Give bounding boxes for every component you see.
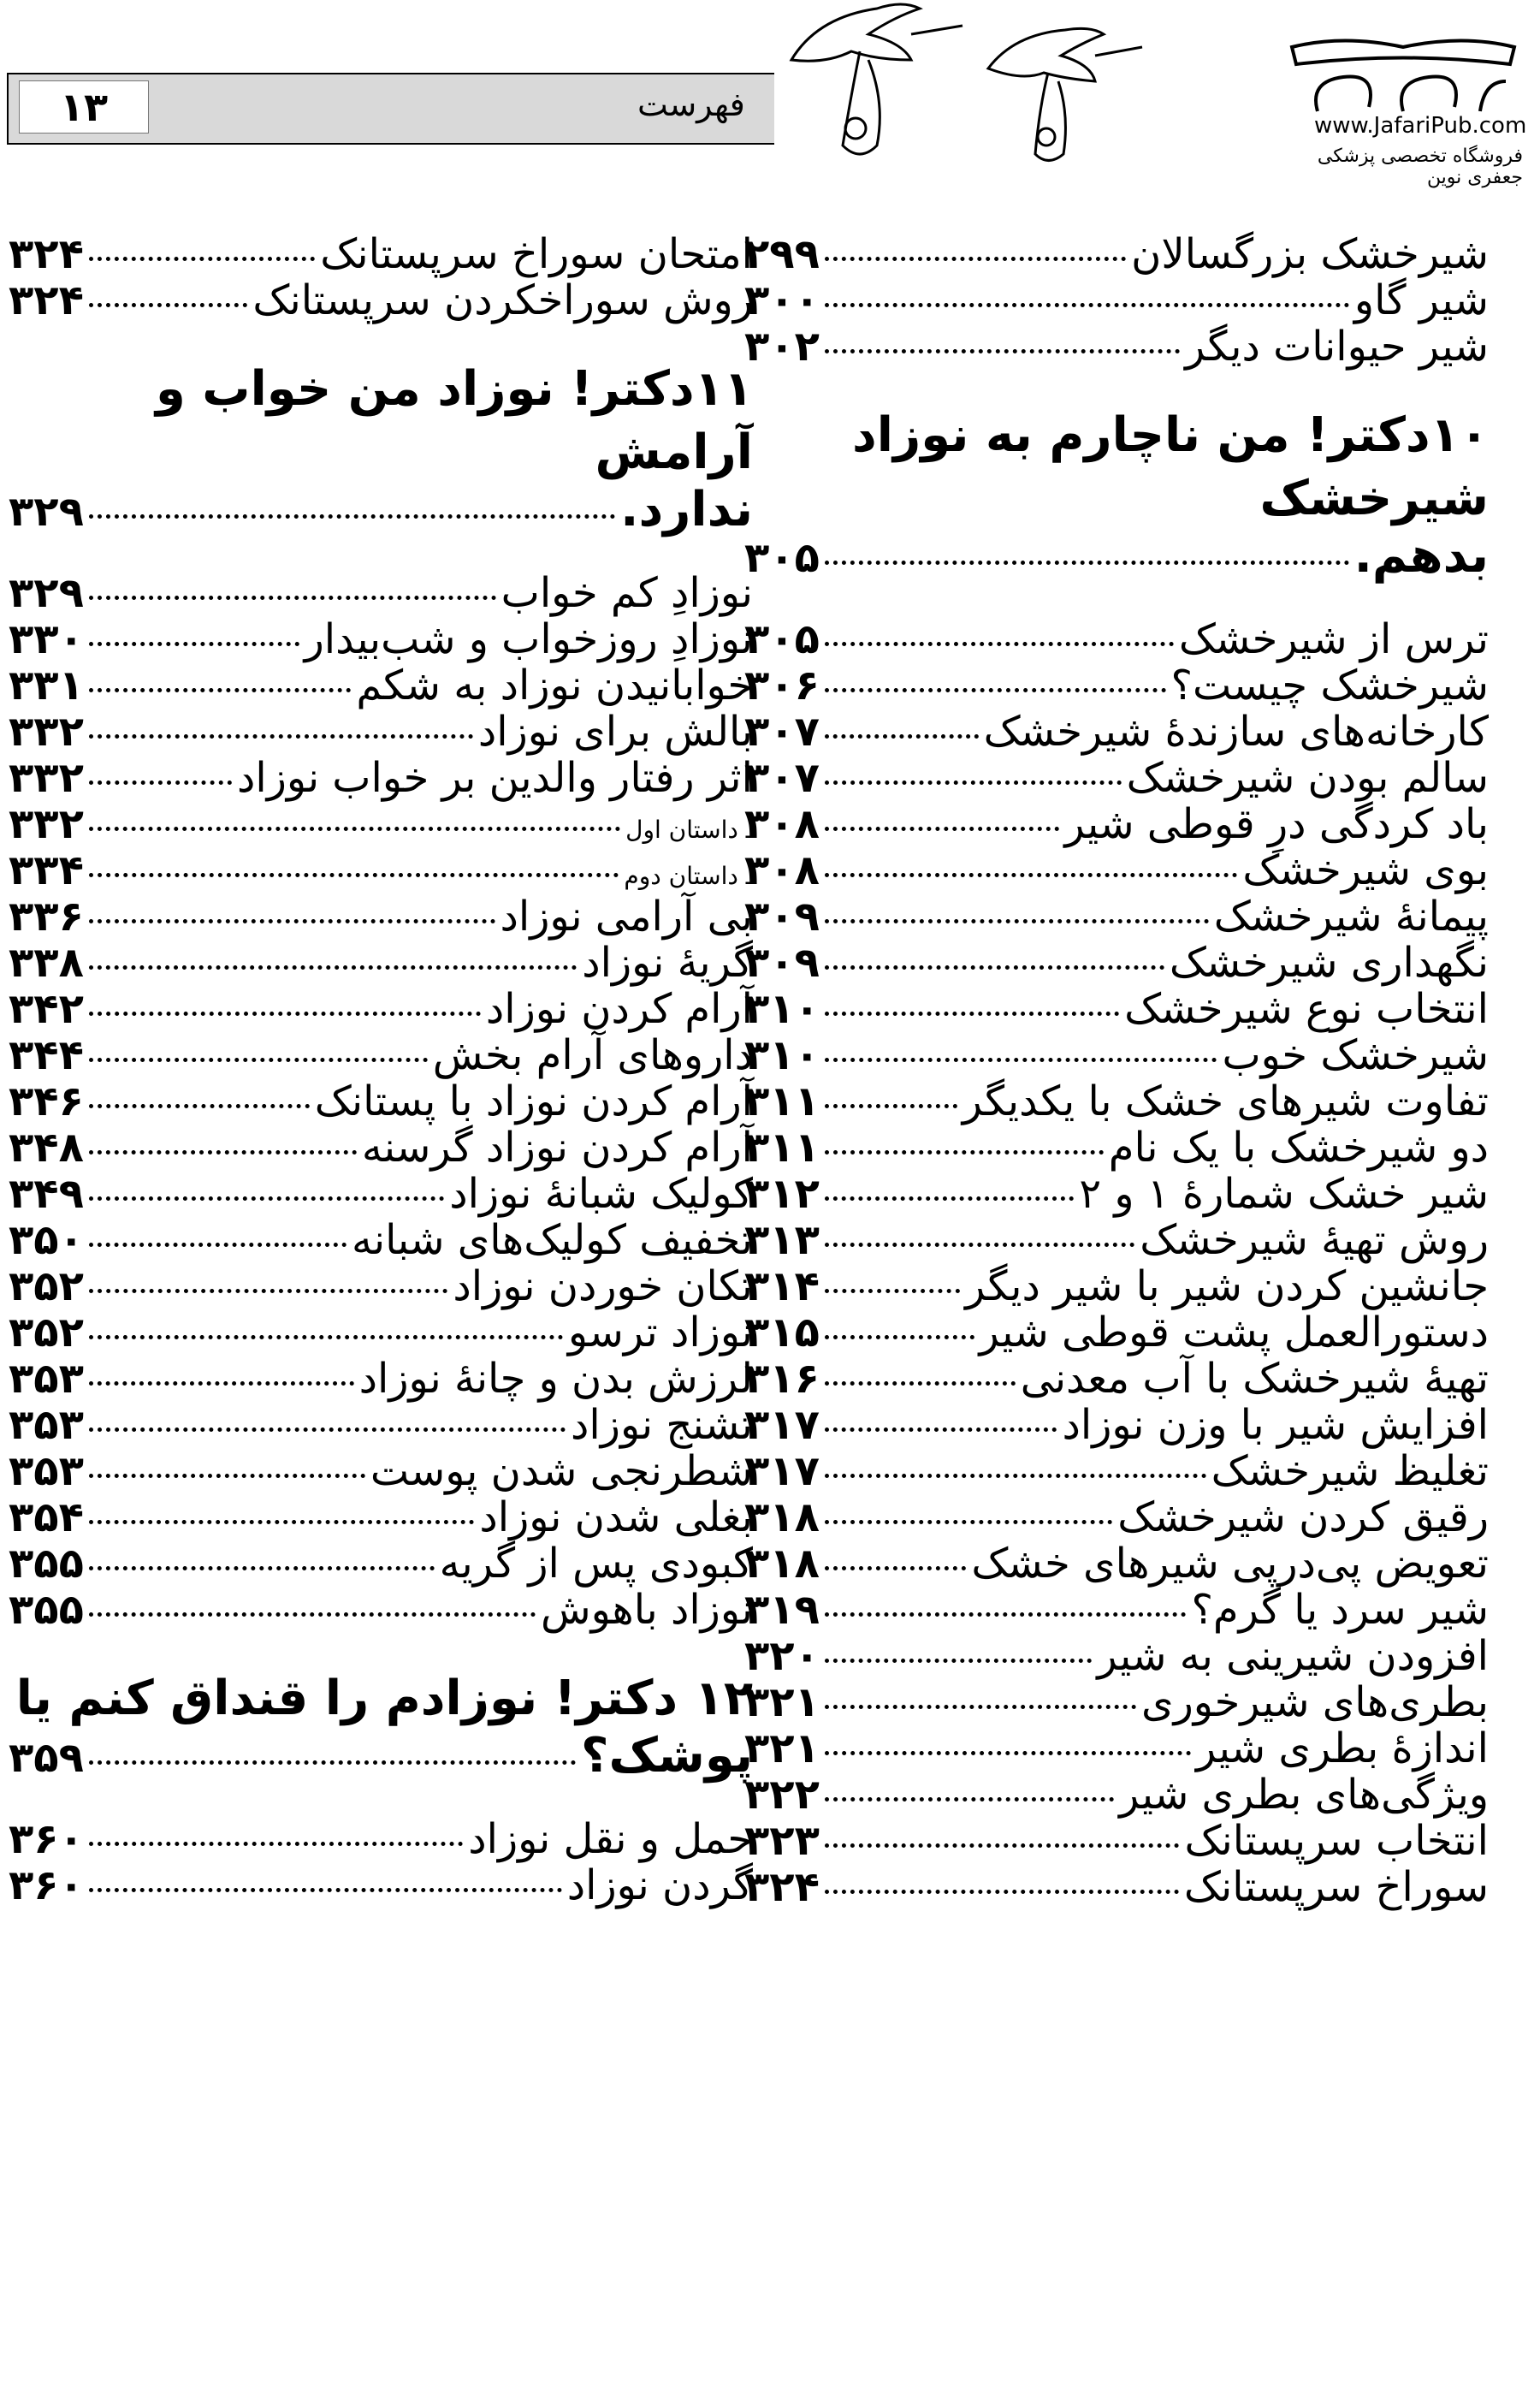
toc-entry: تهیهٔ شیرخشک با آب معدنی ۳۱۶ (744, 1355, 1489, 1403)
toc-entry: افزودن شیرینی به شیر ۳۲۰ (744, 1632, 1489, 1680)
toc-entry: داروهای آرام بخش ۳۴۴ (9, 1031, 753, 1079)
toc-entry: اثر رفتار والدین بر خواب نوزاد ۳۳۲ (9, 754, 753, 802)
toc-entry: شیر حیوانات دیگر ۳۰۲ (744, 323, 1489, 371)
toc-entry: انتخاب نوع شیرخشک ۳۱۰ (744, 985, 1489, 1033)
toc-entry: نوزاد ترسو ۳۵۲ (9, 1309, 753, 1356)
chapter-10-heading: ۱۰دکتر! من ناچارم به نوزاد شیرخشک بدهم. ۳۰۵ (744, 407, 1489, 584)
toc-entry: انتخاب سرپستانک ۳۲۳ (744, 1817, 1489, 1865)
toc-entry: تکان خوردن نوزاد ۳۵۲ (9, 1262, 753, 1310)
toc-entry: ـ داستان اول ۳۳۲ (9, 800, 753, 848)
toc-entry: جانشین کردن شیر با شیر دیگر ۳۱۴ (744, 1262, 1489, 1310)
toc-entry: حمل و نقل نوزاد ۳۶۰ (9, 1815, 753, 1863)
section-title: فهرست (637, 86, 745, 123)
toc-entry: بطری‌های شیرخوری ۳۲۱ (744, 1678, 1489, 1726)
toc-entry: روش سوراخکردن سرپستانک ۳۲۴ (9, 276, 753, 324)
toc-entry: کولیک شبانهٔ نوزاد ۳۴۹ (9, 1170, 753, 1218)
storks-illustration (766, 0, 1296, 171)
toc-entry: آرام کردن نوزاد گرسنه ۳۴۸ (9, 1124, 753, 1172)
toc-entry: افزایش شیر با وزن نوزاد ۳۱۷ (744, 1401, 1489, 1449)
toc-entry: شیر خشک شمارهٔ ۱ و ۲ ۳۱۲ (744, 1170, 1489, 1218)
toc-right-column (744, 231, 1489, 1910)
toc-entry: ترس از شیرخشک ۳۰۵ (744, 615, 1489, 663)
toc-entry: سالم بودن شیرخشک ۳۰۷ (744, 754, 1489, 802)
toc-entry: ویژگی‌های بطری شیر ۳۲۲ (744, 1771, 1489, 1819)
toc-entry: خوابانیدن نوزاد به شکم ۳۳۱ (9, 662, 753, 709)
toc-entry: رقیق کردن شیرخشک ۳۱۸ (744, 1493, 1489, 1541)
toc-entry: دستورالعمل پشت قوطی شیر ۳۱۵ (744, 1309, 1489, 1356)
toc-entry: نوزادِ کم خواب ۳۲۹ (9, 569, 753, 617)
toc-left-column (9, 231, 753, 1908)
toc-entry: سوراخ سرپستانک ۳۲۴ (744, 1863, 1489, 1911)
logo-caption: فروشگاه تخصصی پزشکی جعفری نوین (1317, 145, 1523, 188)
toc-entry: کبودی پس از گریه ۳۵۵ (9, 1540, 753, 1588)
toc-entry: نوزادِ روزخواب و شب‌بیدار ۳۳۰ (9, 615, 753, 663)
toc-entry: شیرخشک خوب ۳۱۰ (744, 1031, 1489, 1079)
toc-entry: بوی شیرخشک ۳۰۸ (744, 846, 1489, 894)
toc-entry: گردن نوزاد ۳۶۰ (9, 1861, 753, 1909)
toc-entry: تعویض پی‌درپی شیرهای خشک ۳۱۸ (744, 1540, 1489, 1588)
toc-entry: شطرنجی شدن پوست ۳۵۳ (9, 1447, 753, 1495)
toc-entry: پیمانهٔ شیرخشک ۳۰۹ (744, 893, 1489, 941)
toc-entry: بی آرامی نوزاد ۳۳۶ (9, 893, 753, 941)
toc-entry: بغلی شدن نوزاد ۳۵۴ (9, 1493, 753, 1541)
toc-entry: باد کردگی درِ قوطی شیر ۳۰۸ (744, 800, 1489, 848)
toc-entry: بالش برای نوزاد ۳۳۲ (9, 708, 753, 756)
toc-entry: گریهٔ نوزاد ۳۳۸ (9, 939, 753, 987)
toc-entry: لرزش بدن و چانهٔ نوزاد ۳۵۳ (9, 1355, 753, 1403)
toc-entry: آرام کردن نوزاد ۳۴۲ (9, 985, 753, 1033)
toc-entry: امتحان سوراخ سرپستانک ۳۲۴ (9, 230, 753, 278)
toc-entry: تفاوت شیرهای خشک با یکدیگر ۳۱۱ (744, 1077, 1489, 1125)
toc-entry: روش تهیهٔ شیرخشک ۳۱۳ (744, 1216, 1489, 1264)
toc-entry: ـ داستان دوم ۳۳۴ (9, 846, 753, 894)
toc-entry: دو شیرخشک با یک نام ۳۱۱ (744, 1124, 1489, 1172)
toc-entry: نوزاد باهوش ۳۵۵ (9, 1586, 753, 1634)
page-number: ۱۳ (19, 80, 149, 134)
toc-entry: شیرخشک چیست؟ ۳۰۶ (744, 662, 1489, 709)
chapter-11-heading: ۱۱دکتر! نوزاد من خواب و آرامش ندارد. ۳۲۹ (9, 361, 753, 537)
toc-entry: شیر گاو ۳۰۰ (744, 276, 1489, 324)
toc-entry: نگهداری شیرخشک ۳۰۹ (744, 939, 1489, 987)
toc-entry: تخفیف کولیک‌های شبانه ۳۵۰ (9, 1216, 753, 1264)
toc-entry: شیرخشک بزرگسالان ۲۹۹ (744, 230, 1489, 278)
toc-entry: شیر سرد یا گرم؟ ۳۱۹ (744, 1586, 1489, 1634)
toc-entry: تشنج نوزاد ۳۵۳ (9, 1401, 753, 1449)
chapter-12-heading: ۱۲ دکتر! نوزادم را قنداق کنم یا پوشک؟ ۳۵۹ (9, 1671, 753, 1784)
logo-url: www.JafariPub.com (1314, 113, 1527, 139)
toc-entry: اندازهٔ بطری شیر ۳۲۱ (744, 1724, 1489, 1772)
toc-entry: کارخانه‌های سازندهٔ شیرخشک ۳۰۷ (744, 708, 1489, 756)
toc-entry: تغلیظ شیرخشک ۳۱۷ (744, 1447, 1489, 1495)
toc-entry: آرام کردن نوزاد با پستانک ۳۴۶ (9, 1077, 753, 1125)
